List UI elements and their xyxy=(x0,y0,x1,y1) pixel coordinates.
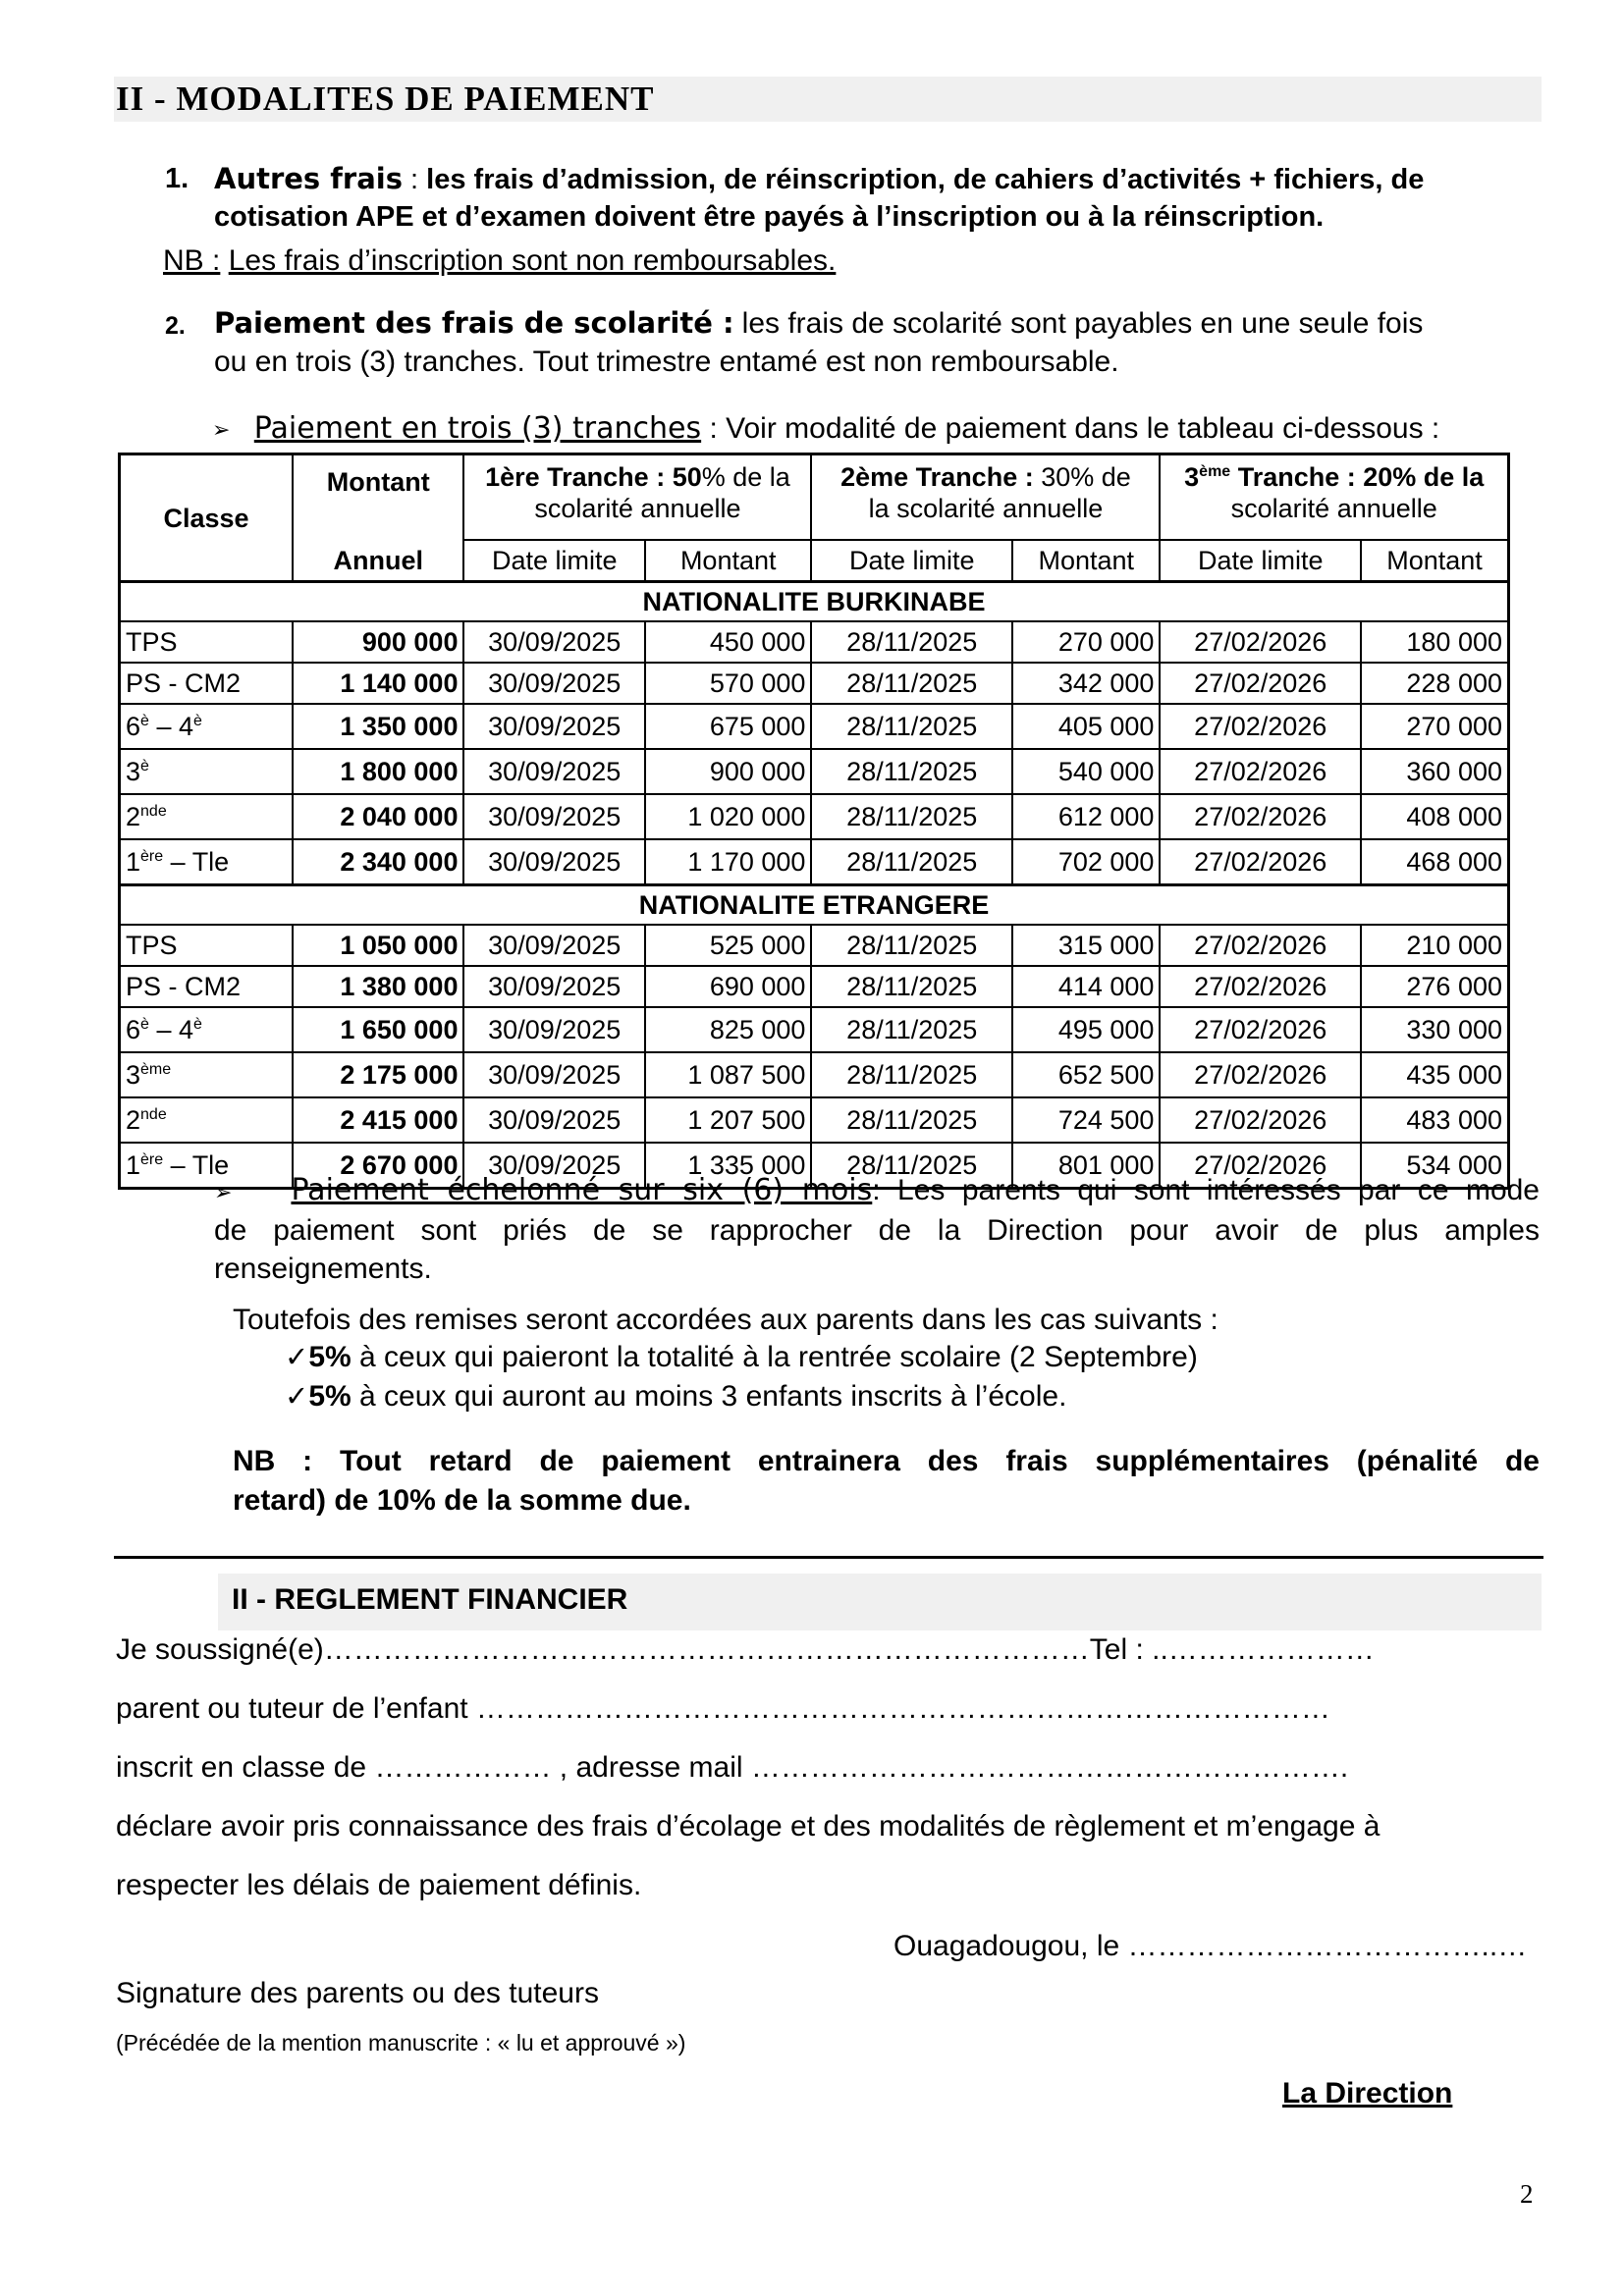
cell-date-limite-1: 30/09/2025 xyxy=(463,621,645,663)
cell-montant-1: 675 000 xyxy=(645,704,811,749)
cell-montant-3: 180 000 xyxy=(1361,621,1508,663)
cell-montant-1: 525 000 xyxy=(645,925,811,966)
cell-montant-3: 468 000 xyxy=(1361,839,1508,885)
divider xyxy=(114,1556,1543,1559)
remises-intro: Toutefois des remises seront accordées aux parents dans les cas suivants : xyxy=(233,1304,1218,1336)
cell-classe: PS - CM2 xyxy=(120,966,293,1007)
remise-item-2: ✓5% à ceux qui auront au moins 3 enfants inscrits à l’école. xyxy=(285,1380,1067,1413)
cell-date-limite-1: 30/09/2025 xyxy=(463,794,645,839)
remise-item-1: ✓5% à ceux qui paieront la totalité à la rentrée scolaire (2 Septembre) xyxy=(285,1341,1198,1373)
cell-date-limite-3: 27/02/2026 xyxy=(1160,1097,1361,1143)
cell-montant-annuel: 2 175 000 xyxy=(293,1052,463,1097)
form-soussigne-tel: Je soussigné(e)……………………………………………………………………Tel : ..………………… xyxy=(116,1633,1375,1666)
arrow-bullet-icon: ➢ xyxy=(212,417,231,443)
cell-montant-2: 652 500 xyxy=(1012,1052,1160,1097)
col-montant: Montant xyxy=(293,454,463,541)
cell-date-limite-3: 27/02/2026 xyxy=(1160,1052,1361,1097)
form-classe-mail: inscrit en classe de ……………… , adresse mail ……………………………………………………. xyxy=(116,1751,1349,1784)
bullet-six-line2: de paiement sont priés de se rapprocher de la Direction pour avoir de plus amples xyxy=(214,1214,1540,1247)
form-direction: La Direction xyxy=(1282,2077,1453,2109)
cell-classe: TPS xyxy=(120,925,293,966)
cell-montant-3: 228 000 xyxy=(1361,663,1508,704)
cell-date-limite-2: 28/11/2025 xyxy=(811,839,1012,885)
cell-classe: $6^è - 4^è$ xyxy=(120,1007,293,1052)
form-parent-tuteur: parent ou tuteur de l’enfant …………………………………………………………………………… xyxy=(116,1692,1330,1725)
cell-date-limite-1: 30/09/2025 xyxy=(463,966,645,1007)
cell-montant-annuel: 1 800 000 xyxy=(293,749,463,794)
cell-date-limite-1: 30/09/2025 xyxy=(463,1052,645,1097)
sub-date-limite-1: Date limite xyxy=(463,540,645,582)
page-number: 2 xyxy=(1520,2179,1534,2209)
sub-montant-1: Montant xyxy=(645,540,811,582)
cell-montant-1: 1 207 500 xyxy=(645,1097,811,1143)
cell-date-limite-1: 30/09/2025 xyxy=(463,925,645,966)
cell-date-limite-3: 27/02/2026 xyxy=(1160,621,1361,663)
cell-montant-2: 702 000 xyxy=(1012,839,1160,885)
item2-number: 2. xyxy=(165,312,186,340)
arrow-bullet-icon: ➢ xyxy=(214,1180,233,1204)
cell-date-limite-1: 30/09/2025 xyxy=(463,839,645,885)
cell-date-limite-1: 30/09/2025 xyxy=(463,749,645,794)
table-row xyxy=(120,1097,1509,1143)
cell-date-limite-2: 28/11/2025 xyxy=(811,1007,1012,1052)
cell-montant-3: 435 000 xyxy=(1361,1052,1508,1097)
bullet-trois-tranches: ➢ Paiement en trois (3) tranches : Voir modalité de paiement dans le tableau ci-dessous : xyxy=(212,411,1440,446)
cell-montant-2: 801 000 xyxy=(1012,1143,1160,1189)
table-row xyxy=(120,704,1509,749)
cell-montant-1: 1 020 000 xyxy=(645,794,811,839)
check-icon: ✓ xyxy=(285,1381,309,1413)
cell-classe: 3ème xyxy=(120,1052,293,1097)
cell-classe: 2nde xyxy=(120,1097,293,1143)
cell-montant-annuel: 2 040 000 xyxy=(293,794,463,839)
cell-date-limite-3: 27/02/2026 xyxy=(1160,925,1361,966)
cell-montant-2: 612 000 xyxy=(1012,794,1160,839)
cell-montant-annuel: 2 415 000 xyxy=(293,1097,463,1143)
cell-montant-annuel: 2 670 000 xyxy=(293,1143,463,1189)
cell-montant-1: 570 000 xyxy=(645,663,811,704)
cell-montant-2: 315 000 xyxy=(1012,925,1160,966)
section2-title: II - REGLEMENT FINANCIER xyxy=(232,1583,628,1616)
cell-date-limite-2: 28/11/2025 xyxy=(811,794,1012,839)
cell-montant-annuel: 1 650 000 xyxy=(293,1007,463,1052)
fees-table xyxy=(118,453,1510,1190)
cell-montant-2: 414 000 xyxy=(1012,966,1160,1007)
sub-date-limite-3: Date limite xyxy=(1160,540,1361,582)
sub-date-limite-2: Date limite xyxy=(811,540,1012,582)
cell-date-limite-3: 27/02/2026 xyxy=(1160,966,1361,1007)
check-icon: ✓ xyxy=(285,1342,309,1373)
item2-line2: ou en trois (3) tranches. Tout trimestre entamé est non remboursable. xyxy=(214,346,1119,378)
cell-montant-annuel: 1 140 000 xyxy=(293,663,463,704)
cell-classe: $3^è$ xyxy=(120,749,293,794)
cell-montant-1: 825 000 xyxy=(645,1007,811,1052)
cell-montant-2: 342 000 xyxy=(1012,663,1160,704)
cell-date-limite-3: 27/02/2026 xyxy=(1160,1143,1361,1189)
col-classe: Classe xyxy=(120,454,293,582)
cell-montant-annuel: 900 000 xyxy=(293,621,463,663)
item1-line2: cotisation APE et d’examen doivent être payés à l’inscription ou à la réinscription. xyxy=(214,201,1325,233)
section-title-etrangere: NATIONALITE ETRANGERE xyxy=(120,885,1509,926)
table-row xyxy=(120,1052,1509,1097)
cell-date-limite-1: 30/09/2025 xyxy=(463,663,645,704)
form-place-date: Ouagadougou, le ………………………………..… xyxy=(893,1930,1528,1962)
table-row xyxy=(120,1007,1509,1052)
section-title-burkinabe: NATIONALITE BURKINABE xyxy=(120,582,1509,622)
cell-montant-3: 483 000 xyxy=(1361,1097,1508,1143)
cell-montant-3: 330 000 xyxy=(1361,1007,1508,1052)
table-row xyxy=(120,663,1509,704)
item2-title: Paiement des frais de scolarité : xyxy=(214,306,734,340)
cell-date-limite-3: 27/02/2026 xyxy=(1160,1007,1361,1052)
cell-classe: TPS xyxy=(120,621,293,663)
table-subheader-row xyxy=(120,540,1509,582)
cell-montant-3: 408 000 xyxy=(1361,794,1508,839)
cell-classe: 1ère – Tle xyxy=(120,839,293,885)
sub-montant-2: Montant xyxy=(1012,540,1160,582)
cell-montant-1: 1 335 000 xyxy=(645,1143,811,1189)
cell-montant-2: 405 000 xyxy=(1012,704,1160,749)
cell-date-limite-2: 28/11/2025 xyxy=(811,1097,1012,1143)
cell-date-limite-1: 30/09/2025 xyxy=(463,704,645,749)
cell-montant-annuel: 2 340 000 xyxy=(293,839,463,885)
cell-date-limite-3: 27/02/2026 xyxy=(1160,794,1361,839)
col-tranche1: 1ère Tranche : 50% de la scolarité annuelle xyxy=(463,454,811,541)
bullet-six-mois: ➢ Paiement échelonné sur six (6) mois: Les parents qui sont intéressés par ce mode xyxy=(214,1173,1540,1207)
cell-montant-1: 900 000 xyxy=(645,749,811,794)
cell-date-limite-2: 28/11/2025 xyxy=(811,1052,1012,1097)
cell-classe: PS - CM2 xyxy=(120,663,293,704)
cell-classe: $6^è - 4^è$ xyxy=(120,704,293,749)
cell-montant-2: 724 500 xyxy=(1012,1097,1160,1143)
cell-montant-2: 540 000 xyxy=(1012,749,1160,794)
col-tranche2: 2ème Tranche : 30% de la scolarité annuelle xyxy=(811,454,1160,541)
cell-date-limite-3: 27/02/2026 xyxy=(1160,749,1361,794)
table-row xyxy=(120,621,1509,663)
cell-montant-3: 534 000 xyxy=(1361,1143,1508,1189)
table-row xyxy=(120,966,1509,1007)
cell-date-limite-2: 28/11/2025 xyxy=(811,749,1012,794)
cell-montant-annuel: 1 380 000 xyxy=(293,966,463,1007)
cell-montant-annuel: 1 350 000 xyxy=(293,704,463,749)
item1-line1: Autres frais : les frais d’admission, de réinscription, de cahiers d’activités + fichiers, de xyxy=(214,162,1425,195)
cell-date-limite-2: 28/11/2025 xyxy=(811,663,1012,704)
cell-date-limite-2: 28/11/2025 xyxy=(811,704,1012,749)
form-signature-note: (Précédée de la mention manuscrite : « lu et approuvé ») xyxy=(116,2030,686,2056)
form-declaration-line2: respecter les délais de paiement définis. xyxy=(116,1869,642,1901)
item1-title: Autres frais xyxy=(214,162,403,195)
cell-date-limite-3: 27/02/2026 xyxy=(1160,704,1361,749)
table-header-row xyxy=(120,454,1509,541)
cell-date-limite-1: 30/09/2025 xyxy=(463,1143,645,1189)
cell-date-limite-2: 28/11/2025 xyxy=(811,925,1012,966)
cell-date-limite-2: 28/11/2025 xyxy=(811,1143,1012,1189)
cell-montant-annuel: 1 050 000 xyxy=(293,925,463,966)
cell-classe: 1ère – Tle xyxy=(120,1143,293,1189)
cell-montant-2: 270 000 xyxy=(1012,621,1160,663)
cell-montant-3: 270 000 xyxy=(1361,704,1508,749)
item2-line1: Paiement des frais de scolarité : les frais de scolarité sont payables en une seule fois xyxy=(214,306,1424,340)
cell-montant-1: 690 000 xyxy=(645,966,811,1007)
cell-classe: 2nde xyxy=(120,794,293,839)
bullet-six-line3: renseignements. xyxy=(214,1253,432,1285)
cell-date-limite-2: 28/11/2025 xyxy=(811,966,1012,1007)
col-tranche3: 3ème Tranche : 20% de la scolarité annuelle xyxy=(1160,454,1508,541)
cell-montant-1: 1 170 000 xyxy=(645,839,811,885)
cell-montant-2: 495 000 xyxy=(1012,1007,1160,1052)
cell-montant-1: 450 000 xyxy=(645,621,811,663)
nb-non-remboursables: NB : Les frais d’inscription sont non remboursables. xyxy=(163,244,837,277)
section-title: II - MODALITES DE PAIEMENT xyxy=(114,77,1542,122)
cell-date-limite-3: 27/02/2026 xyxy=(1160,663,1361,704)
section-etrangere xyxy=(120,885,1509,1189)
cell-montant-1: 1 087 500 xyxy=(645,1052,811,1097)
cell-date-limite-3: 27/02/2026 xyxy=(1160,839,1361,885)
table-row xyxy=(120,794,1509,839)
cell-date-limite-2: 28/11/2025 xyxy=(811,621,1012,663)
nb-retard-line1: NB : Tout retard de paiement entrainera des frais supplémentaires (pénalité de xyxy=(233,1445,1540,1477)
cell-montant-3: 276 000 xyxy=(1361,966,1508,1007)
cell-montant-3: 210 000 xyxy=(1361,925,1508,966)
section-burkinabe xyxy=(120,582,1509,885)
form-declaration-line1: déclare avoir pris connaissance des frais d’écolage et des modalités de règlement et m’engage à xyxy=(116,1810,1380,1842)
table-row xyxy=(120,749,1509,794)
nb-retard-line2: retard) de 10% de la somme due. xyxy=(233,1484,691,1517)
table-row xyxy=(120,839,1509,885)
cell-date-limite-1: 30/09/2025 xyxy=(463,1097,645,1143)
table-row xyxy=(120,925,1509,966)
item1-number: 1. xyxy=(165,163,189,194)
sub-montant-3: Montant xyxy=(1361,540,1508,582)
col-annuel: Annuel xyxy=(293,540,463,582)
cell-date-limite-1: 30/09/2025 xyxy=(463,1007,645,1052)
cell-montant-3: 360 000 xyxy=(1361,749,1508,794)
form-signature-label: Signature des parents ou des tuteurs xyxy=(116,1977,599,2009)
